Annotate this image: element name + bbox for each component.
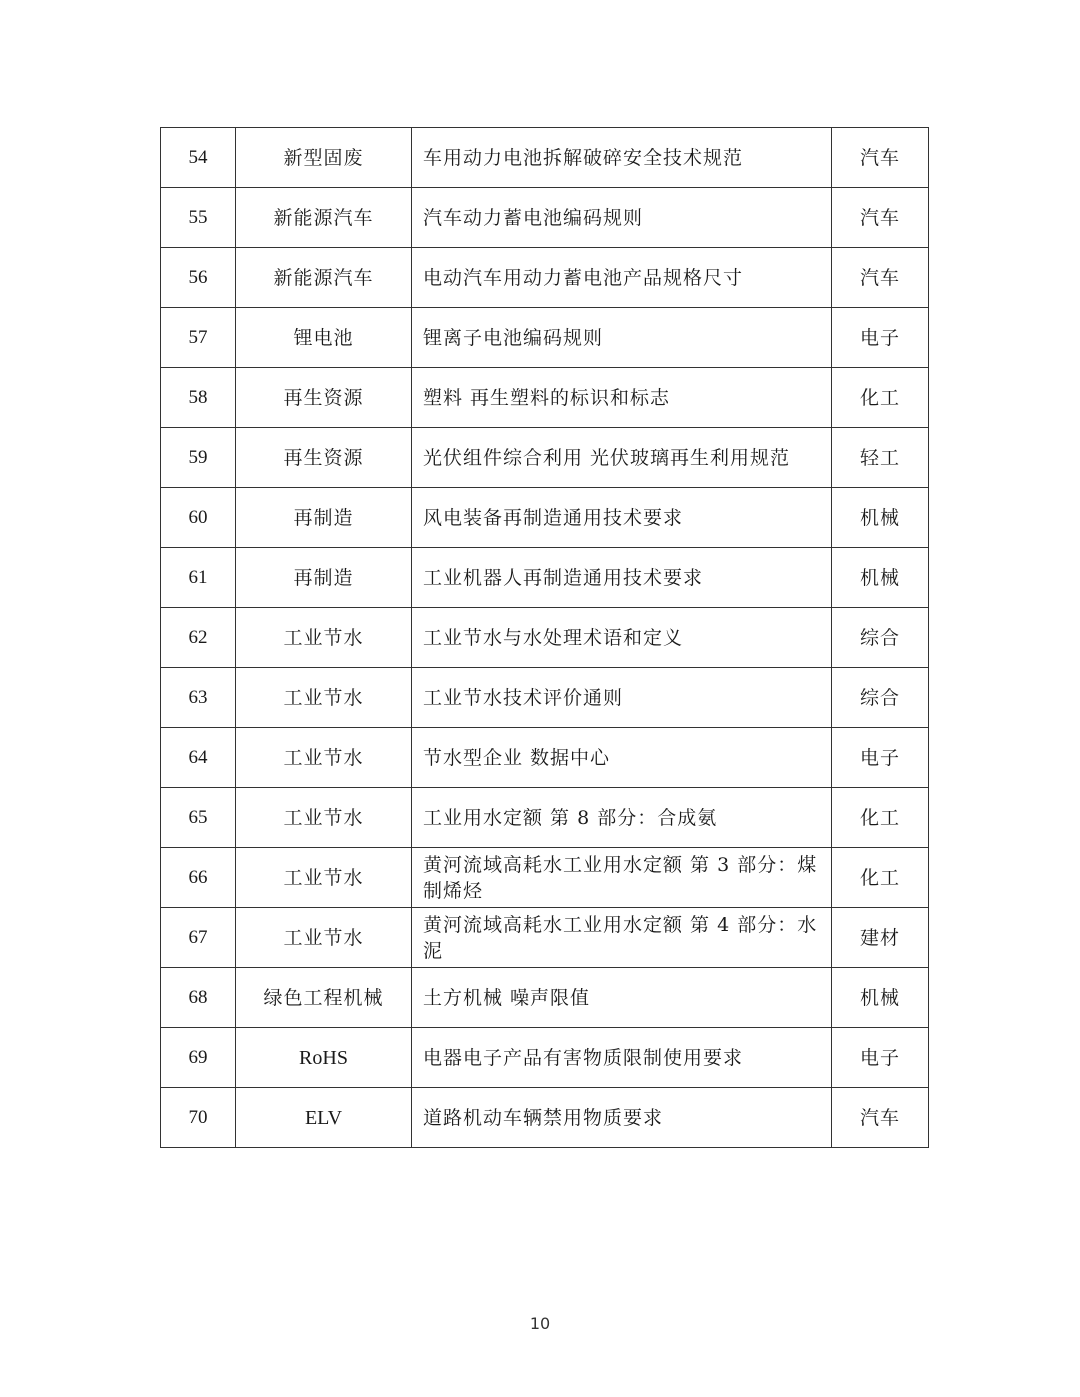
row-standard-name: 光伏组件综合利用 光伏玻璃再生利用规范 [412, 428, 832, 488]
row-standard-name: 车用动力电池拆解破碎安全技术规范 [412, 128, 832, 188]
row-industry: 汽车 [832, 188, 929, 248]
row-industry: 轻工 [832, 428, 929, 488]
row-standard-name: 工业用水定额 第 8 部分：合成氨 [412, 788, 832, 848]
row-standard-name: 黄河流域高耗水工业用水定额 第 3 部分：煤制烯烃 [412, 848, 832, 908]
table-row [161, 968, 929, 1028]
row-category: 工业节水 [236, 728, 412, 788]
row-category: 工业节水 [236, 788, 412, 848]
row-industry: 综合 [832, 668, 929, 728]
row-industry: 电子 [832, 308, 929, 368]
row-industry: 化工 [832, 848, 929, 908]
row-standard-name: 土方机械 噪声限值 [412, 968, 832, 1028]
row-industry: 综合 [832, 608, 929, 668]
row-industry: 电子 [832, 1028, 929, 1088]
table-row [161, 488, 929, 548]
row-category: ELV [236, 1088, 412, 1148]
row-category: 工业节水 [236, 608, 412, 668]
row-number: 68 [161, 968, 236, 1028]
row-category: 绿色工程机械 [236, 968, 412, 1028]
table-row [161, 548, 929, 608]
row-number: 54 [161, 128, 236, 188]
row-industry: 汽车 [832, 248, 929, 308]
row-number: 63 [161, 668, 236, 728]
table-row [161, 248, 929, 308]
row-industry: 建材 [832, 908, 929, 968]
row-standard-name: 节水型企业 数据中心 [412, 728, 832, 788]
row-category: 再生资源 [236, 368, 412, 428]
table-row [161, 668, 929, 728]
row-number: 65 [161, 788, 236, 848]
row-standard-name: 工业节水与水处理术语和定义 [412, 608, 832, 668]
table-row [161, 308, 929, 368]
row-standard-name: 工业机器人再制造通用技术要求 [412, 548, 832, 608]
row-category: 新型固废 [236, 128, 412, 188]
row-category: 新能源汽车 [236, 248, 412, 308]
row-standard-name: 塑料 再生塑料的标识和标志 [412, 368, 832, 428]
table-row [161, 128, 929, 188]
row-standard-name: 黄河流域高耗水工业用水定额 第 4 部分：水泥 [412, 908, 832, 968]
row-standard-name: 工业节水技术评价通则 [412, 668, 832, 728]
table-row [161, 368, 929, 428]
row-number: 59 [161, 428, 236, 488]
table-row [161, 788, 929, 848]
row-category: 工业节水 [236, 848, 412, 908]
page-number: 10 [529, 1314, 551, 1333]
row-number: 67 [161, 908, 236, 968]
table-row [161, 608, 929, 668]
row-category: 再生资源 [236, 428, 412, 488]
row-industry: 机械 [832, 488, 929, 548]
row-standard-name: 道路机动车辆禁用物质要求 [412, 1088, 832, 1148]
row-number: 57 [161, 308, 236, 368]
row-category: 工业节水 [236, 908, 412, 968]
row-number: 62 [161, 608, 236, 668]
table-row [161, 188, 929, 248]
row-category: RoHS [236, 1028, 412, 1088]
table-row [161, 728, 929, 788]
row-number: 70 [161, 1088, 236, 1148]
row-standard-name: 电器电子产品有害物质限制使用要求 [412, 1028, 832, 1088]
table-row [161, 428, 929, 488]
row-industry: 电子 [832, 728, 929, 788]
row-category: 新能源汽车 [236, 188, 412, 248]
row-industry: 汽车 [832, 1088, 929, 1148]
row-category: 锂电池 [236, 308, 412, 368]
row-category: 再制造 [236, 488, 412, 548]
row-industry: 机械 [832, 968, 929, 1028]
table-row [161, 1088, 929, 1148]
row-industry: 汽车 [832, 128, 929, 188]
row-industry: 化工 [832, 788, 929, 848]
standards-table [160, 127, 929, 1148]
row-standard-name: 汽车动力蓄电池编码规则 [412, 188, 832, 248]
standards-table-body [161, 128, 929, 1148]
row-number: 64 [161, 728, 236, 788]
row-category: 再制造 [236, 548, 412, 608]
row-standard-name: 电动汽车用动力蓄电池产品规格尺寸 [412, 248, 832, 308]
row-number: 66 [161, 848, 236, 908]
table-row [161, 1028, 929, 1088]
row-standard-name: 锂离子电池编码规则 [412, 308, 832, 368]
table-row [161, 848, 929, 908]
row-standard-name: 风电装备再制造通用技术要求 [412, 488, 832, 548]
row-number: 56 [161, 248, 236, 308]
row-number: 58 [161, 368, 236, 428]
row-number: 69 [161, 1028, 236, 1088]
table-row [161, 908, 929, 968]
row-industry: 机械 [832, 548, 929, 608]
row-number: 60 [161, 488, 236, 548]
row-number: 61 [161, 548, 236, 608]
row-category: 工业节水 [236, 668, 412, 728]
row-number: 55 [161, 188, 236, 248]
row-industry: 化工 [832, 368, 929, 428]
